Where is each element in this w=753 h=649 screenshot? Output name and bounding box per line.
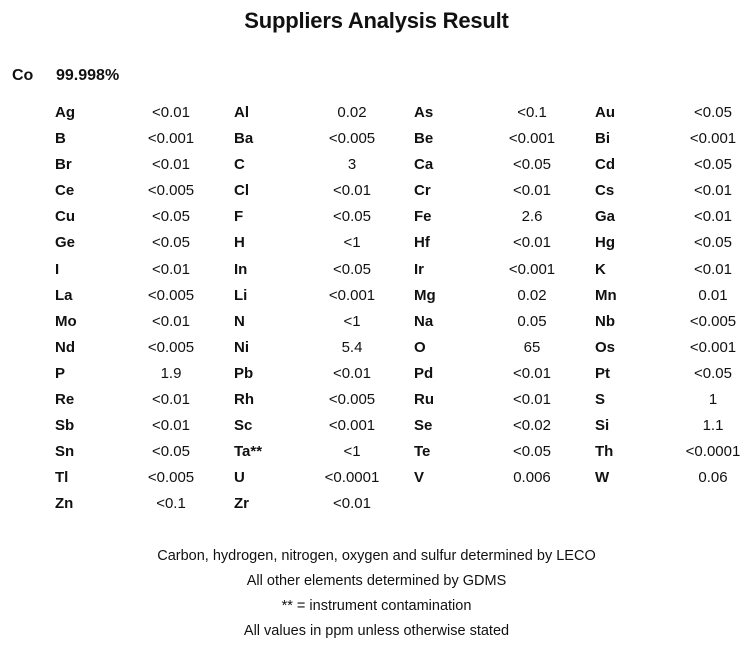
footer-notes [0,544,753,644]
element-value: <0.01 [152,417,190,435]
element-symbol: S [595,391,606,409]
element-symbol: Zr [234,495,249,513]
element-value: <0.01 [513,182,551,200]
element-value: <0.005 [689,312,737,330]
footer-note-leco: Carbon, hydrogen, nitrogen, oxygen and sulfur determined by LECO [157,548,596,564]
table-row [0,153,753,179]
table-row [0,362,753,388]
element-value: <0.0001 [685,443,741,461]
element-value: <0.05 [333,208,371,226]
element-symbol: Ce [55,182,75,200]
table-row [0,492,753,518]
element-symbol: I [55,260,60,278]
element-symbol: Ru [414,391,434,409]
element-symbol: Ta** [234,443,263,461]
element-value: <0.001 [328,417,376,435]
element-value: <1 [343,234,361,252]
element-value: <0.005 [147,182,195,200]
element-value: <0.005 [147,469,195,487]
element-value: <0.001 [508,130,556,148]
element-symbol: Si [595,417,610,435]
element-value: <0.01 [694,260,732,278]
element-symbol: Cs [595,182,615,200]
element-value: <0.01 [152,156,190,174]
element-symbol: C [234,156,245,174]
element-value: 1 [708,391,718,409]
element-symbol: Cl [234,182,249,200]
element-symbol: Pb [234,364,254,382]
element-symbol: Os [595,338,616,356]
element-symbol: Th [595,443,614,461]
element-value: <0.01 [513,364,551,382]
element-value: <0.005 [147,338,195,356]
element-symbol: Na [414,312,434,330]
element-value: <0.001 [689,338,737,356]
element-symbol: Mn [595,286,617,304]
element-symbol: Zn [55,495,74,513]
element-value: <0.1 [156,495,186,513]
table-row [0,101,753,127]
element-symbol: K [595,260,606,278]
element-symbol: F [234,208,244,226]
element-value: <0.01 [333,364,371,382]
element-value: 5.4 [341,338,363,356]
element-value: <0.01 [152,104,190,121]
table-row [0,466,753,492]
element-value: 3 [347,156,357,174]
element-value: <0.001 [147,130,195,148]
page-title: Suppliers Analysis Result [244,8,509,33]
element-value: 0.06 [698,469,728,487]
element-symbol: Li [234,286,248,304]
element-value: <1 [343,312,361,330]
table-row [0,127,753,153]
element-symbol: Cd [595,156,615,174]
element-value: <0.05 [694,156,732,174]
element-value: <0.01 [333,182,371,200]
element-symbol: W [595,469,610,487]
element-value: 0.05 [517,312,547,330]
element-value: 0.02 [337,104,367,121]
element-symbol: H [234,234,245,252]
element-symbol: Se [414,417,433,435]
element-value: 1.9 [160,364,182,382]
element-value: 0.02 [517,286,547,304]
element-symbol: Sc [234,417,253,435]
element-value: <0.01 [513,391,551,409]
table-row [0,231,753,257]
element-symbol: Tl [55,469,69,487]
footer-note-units: All values in ppm unless otherwise stated [243,623,510,639]
element-symbol: Pt [595,364,610,382]
element-value: <0.01 [694,182,732,200]
table-row [0,440,753,466]
element-value: <0.05 [152,208,190,226]
element-symbol: Sb [55,417,75,435]
element-symbol: Te [414,443,431,461]
element-value: <0.05 [152,443,190,461]
element-value: 65 [523,338,541,356]
analysis-table [0,101,753,519]
element-value: <0.005 [328,130,376,148]
element-symbol: Be [414,130,434,148]
element-value: <0.01 [152,391,190,409]
element-value: <0.02 [513,417,551,435]
element-symbol: Hg [595,234,615,252]
element-symbol: B [55,130,66,148]
element-value: <0.001 [328,286,376,304]
element-symbol: Ge [55,234,76,252]
element-symbol: Rh [234,391,254,409]
table-row [0,205,753,231]
table-row [0,258,753,284]
main-element-purity-value: 99.998% [56,67,120,84]
element-value: 1.1 [702,417,724,435]
element-value: <0.01 [513,234,551,252]
element-symbol: As [414,104,434,121]
element-value: <0.001 [689,130,737,148]
table-row [0,284,753,310]
element-value: <0.01 [152,312,190,330]
element-value: <0.05 [694,104,732,121]
element-symbol: La [55,286,73,304]
element-value: <0.01 [333,495,371,513]
element-symbol: Mo [55,312,77,330]
element-symbol: Ir [414,260,425,278]
element-symbol: Ag [55,104,75,121]
element-symbol: Ni [234,338,249,356]
element-symbol: Ba [234,130,254,148]
element-symbol: Mg [414,286,436,304]
element-value: <1 [343,443,361,461]
element-value: <0.01 [694,208,732,226]
element-symbol: P [55,364,66,382]
element-value: 0.01 [698,286,728,304]
element-symbol: Br [55,156,72,174]
element-symbol: Al [234,104,249,121]
element-symbol: Pd [414,364,434,382]
element-value: 2.6 [521,208,543,226]
element-value: <0.0001 [324,469,380,487]
element-symbol: Bi [595,130,610,148]
element-symbol: Re [55,391,75,409]
element-value: <0.05 [333,260,371,278]
element-symbol: Ca [414,156,434,174]
table-row [0,336,753,362]
element-value: <0.05 [152,234,190,252]
element-symbol: Ga [595,208,616,226]
element-value: 0.006 [513,469,551,487]
footer-note-contamination: ** = instrument contamination [281,598,472,614]
element-symbol: Fe [414,208,432,226]
element-symbol: V [414,469,425,487]
element-symbol: Au [595,104,615,121]
element-value: <0.01 [152,260,190,278]
table-row [0,310,753,336]
element-value: <0.05 [694,364,732,382]
element-symbol: Nb [595,312,615,330]
element-value: <0.001 [508,260,556,278]
element-symbol: N [234,312,245,330]
element-symbol: O [414,338,426,356]
table-row [0,414,753,440]
table-row [0,179,753,205]
element-symbol: U [234,469,245,487]
element-value: <0.005 [328,391,376,409]
table-row [0,388,753,414]
main-element-symbol: Co [12,67,34,84]
element-symbol: Sn [55,443,75,461]
element-symbol: Cu [55,208,75,226]
element-value: <0.1 [517,104,547,121]
element-symbol: Nd [55,338,75,356]
element-value: <0.05 [513,443,551,461]
footer-note-gdms: All other elements determined by GDMS [246,573,507,589]
element-symbol: Cr [414,182,431,200]
element-value: <0.05 [694,234,732,252]
element-value: <0.005 [147,286,195,304]
element-symbol: In [234,260,248,278]
element-value: <0.05 [513,156,551,174]
element-symbol: Hf [414,234,430,252]
